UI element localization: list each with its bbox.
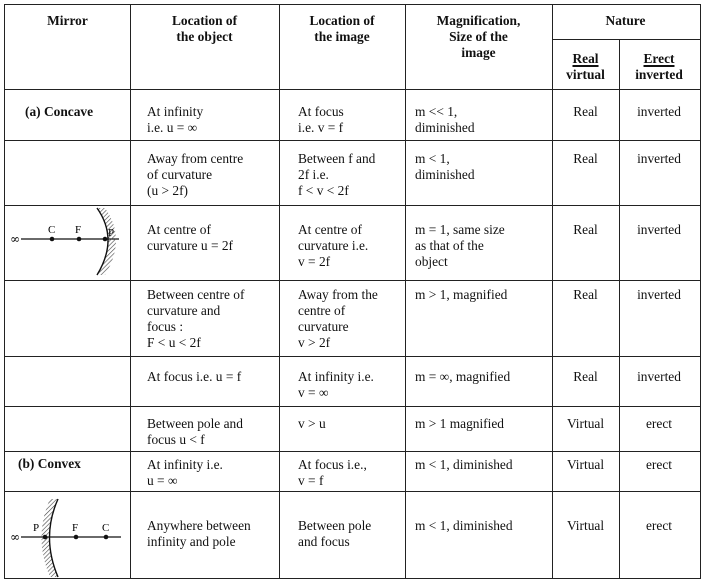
point-p-label: P xyxy=(108,227,115,239)
row-divider xyxy=(5,406,700,407)
row-4-image: Away from the centre of curvature v > 2f xyxy=(298,287,378,350)
row-1-real-virtual: Real xyxy=(573,104,598,119)
row-6-real-virtual: Virtual xyxy=(566,416,605,431)
row-3-image: At centre of curvature i.e. v = 2f xyxy=(298,222,369,269)
row-4-real-virtual: Real xyxy=(573,287,598,302)
row-4-magnification: m > 1, magnified xyxy=(415,287,508,302)
header-inverted: inverted xyxy=(635,67,683,82)
row-1-object: At infinity i.e. u = ∞ xyxy=(147,104,204,135)
row-3-magnification: m = 1, same size as that of the object xyxy=(415,222,505,269)
row-5-real-virtual: Real xyxy=(573,369,598,384)
header-mirror: Mirror xyxy=(47,13,88,28)
concave-mirror-diagram xyxy=(5,205,130,280)
point-c-label: C xyxy=(48,224,56,236)
header-magnification: Magnification, Size of the image xyxy=(436,13,521,60)
row-divider xyxy=(5,280,700,281)
row-3-real-virtual: Real xyxy=(573,222,598,237)
point-f-dot xyxy=(77,237,82,242)
row-6-object: Between pole and focus u < f xyxy=(147,416,243,447)
infinity-label: ∞ xyxy=(10,530,20,544)
row-8-image: Between pole and focus xyxy=(298,518,372,549)
row-divider xyxy=(5,451,700,452)
point-p-dot xyxy=(103,237,108,242)
row-2-object: Away from centre of curvature (u > 2f) xyxy=(147,151,244,198)
section-convex: (b) Convex xyxy=(18,456,81,471)
convex-mirror-diagram xyxy=(5,491,130,580)
nature-subheader-divider xyxy=(552,39,700,40)
row-1-erect-inverted: inverted xyxy=(637,104,681,119)
mirror-hatching xyxy=(97,208,116,275)
row-4-erect-inverted: inverted xyxy=(637,287,681,302)
point-f-dot xyxy=(74,535,79,540)
row-7-real-virtual: Virtual xyxy=(566,457,605,472)
row-1-magnification: m << 1, diminished xyxy=(415,104,475,135)
row-5-magnification: m = ∞, magnified xyxy=(415,369,511,384)
row-2-erect-inverted: inverted xyxy=(637,151,681,166)
point-c-dot xyxy=(50,237,55,242)
point-f-label: F xyxy=(72,522,79,534)
row-5-object: At focus i.e. u = f xyxy=(147,369,242,384)
header-nature: Nature xyxy=(605,13,646,28)
row-6-image: v > u xyxy=(298,416,326,431)
header-virtual: virtual xyxy=(566,67,605,82)
point-f-label: F xyxy=(75,224,82,236)
row-7-magnification: m < 1, diminished xyxy=(415,457,513,472)
header-erect: Erect xyxy=(643,51,675,66)
section-concave: (a) Concave xyxy=(25,104,94,119)
row-8-real-virtual: Virtual xyxy=(566,518,605,533)
column-divider xyxy=(405,5,406,578)
column-divider xyxy=(279,5,280,578)
infinity-label: ∞ xyxy=(10,232,20,246)
point-c-label: C xyxy=(102,522,110,534)
row-2-magnification: m < 1, diminished xyxy=(415,151,475,182)
point-p-dot xyxy=(43,535,48,540)
header-real: Real xyxy=(572,51,599,66)
row-1-image: At focus i.e. v = f xyxy=(298,104,344,135)
row-7-erect-inverted: erect xyxy=(645,457,672,472)
row-divider xyxy=(5,356,700,357)
row-8-object: Anywhere between infinity and pole xyxy=(147,518,251,549)
row-3-object: At centre of curvature u = 2f xyxy=(147,222,233,253)
column-divider xyxy=(130,5,131,578)
row-divider xyxy=(5,89,700,90)
row-5-image: At infinity i.e. v = ∞ xyxy=(298,369,374,400)
point-p-label: P xyxy=(33,522,40,534)
row-divider xyxy=(5,140,700,141)
point-c-dot xyxy=(104,535,109,540)
header-image-location: Location of the image xyxy=(309,13,375,44)
row-4-object: Between centre of curvature and focus : F < u < 2f xyxy=(147,287,245,350)
row-7-object: At infinity i.e. u = ∞ xyxy=(147,457,223,488)
ray-optics-mirror-table xyxy=(4,4,701,579)
row-8-erect-inverted: erect xyxy=(645,518,672,533)
row-6-magnification: m > 1 magnified xyxy=(415,416,504,431)
row-5-erect-inverted: inverted xyxy=(637,369,681,384)
row-7-image: At focus i.e., v = f xyxy=(298,457,367,488)
row-6-erect-inverted: erect xyxy=(645,416,672,431)
row-2-image: Between f and 2f i.e. f < v < 2f xyxy=(298,151,376,198)
row-8-magnification: m < 1, diminished xyxy=(415,518,513,533)
row-3-erect-inverted: inverted xyxy=(637,222,681,237)
header-object-location: Location of the object xyxy=(171,13,238,44)
row-2-real-virtual: Real xyxy=(573,151,598,166)
